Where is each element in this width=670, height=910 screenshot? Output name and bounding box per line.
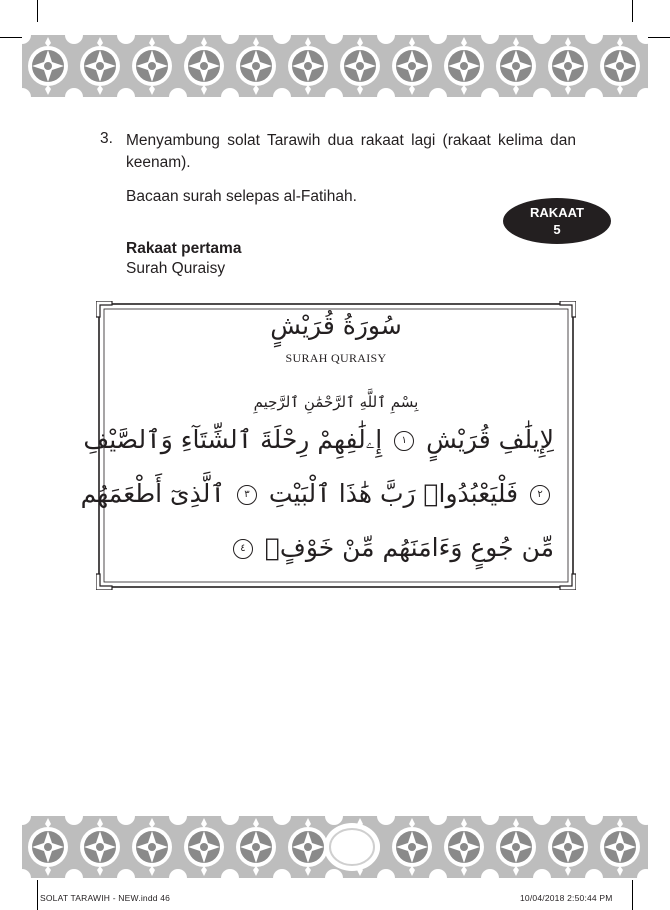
top-ornament-band	[22, 35, 648, 97]
badge-number: 5	[553, 222, 561, 237]
footer-filename: SOLAT TARAWIH - NEW.indd 46	[40, 893, 171, 903]
crop-mark	[648, 37, 670, 38]
ayah-marker-icon: ٢	[530, 485, 550, 505]
surah-frame	[80, 301, 576, 590]
page-number-medallion	[324, 823, 380, 871]
crop-mark	[0, 37, 22, 38]
footer-timestamp: 10/04/2018 2:50:44 PM	[520, 893, 613, 903]
verse-text: إِۦلَٰفِهِمْ رِحْلَةَ ٱلشِّتَآءِ وَٱلصَّيْفِ	[83, 425, 383, 454]
rakaat-heading: Rakaat pertama	[126, 240, 242, 257]
basmala: بِسْمِ ٱللَّهِ ٱلرَّحْمَٰنِ ٱلرَّحِيمِ	[253, 393, 419, 411]
ayah-marker-icon: ٣	[237, 485, 257, 505]
ayah-marker-icon: ٤	[233, 539, 253, 559]
crop-mark	[37, 880, 38, 910]
verse-text: ٱلَّذِىٓ أَطْعَمَهُم	[80, 479, 226, 508]
rakaat-badge	[503, 198, 611, 244]
verse-text: لِإِيلَٰفِ قُرَيْشٍ	[426, 425, 554, 454]
verse-text: فَلْيَعْبُدُوا۟ رَبَّ هَٰذَا ٱلْبَيْتِ	[268, 479, 519, 508]
item-number: 3.	[100, 130, 113, 147]
surah-subtitle: SURAH QURAISY	[285, 351, 387, 365]
verse-line-3	[229, 533, 554, 562]
badge-label: RAKAAT	[530, 205, 584, 220]
bottom-ornament-band	[22, 816, 648, 878]
instruction-text: Menyambung solat Tarawih dua rakaat lagi (rakaat kelima dan keenam).	[126, 132, 576, 171]
crop-mark	[37, 0, 38, 22]
crop-mark	[632, 880, 633, 910]
verse-text: مِّن جُوعٍ وَءَامَنَهُم مِّنْ خَوْفٍۭ	[264, 533, 554, 562]
verse-line-2	[81, 479, 554, 508]
verse-line-1	[83, 425, 554, 455]
bacaan-text: Bacaan surah selepas al-Fatihah.	[126, 188, 357, 205]
crop-mark	[632, 0, 633, 22]
surah-title-calligraphy: سُورَةُ قُرَيْشٍ	[270, 311, 402, 340]
ayah-marker-icon: ١	[394, 431, 414, 451]
surah-name: Surah Quraisy	[126, 260, 226, 277]
